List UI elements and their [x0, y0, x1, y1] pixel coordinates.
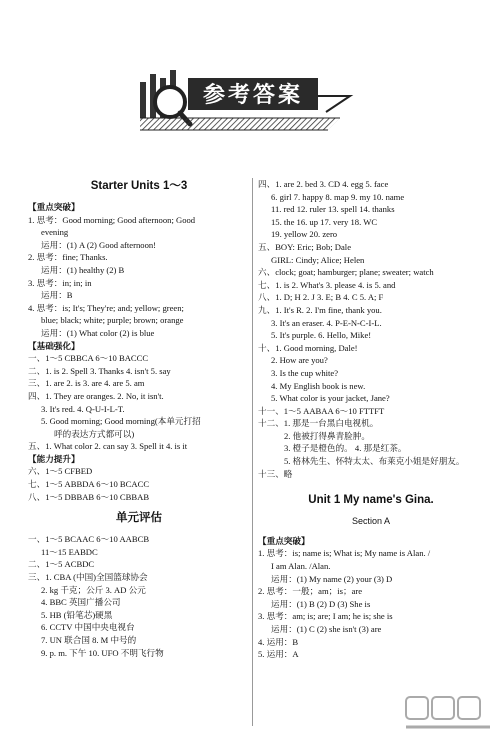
answer-line: 5. What color is your jacket, Jane? [271, 393, 390, 404]
answer-line: 4. 思考：is; It's; They're; and; yellow; green; [28, 302, 184, 313]
answer-line: I am Alan. /Alan. [271, 561, 331, 572]
spacer [28, 526, 250, 533]
category-label: 【重点突破】 [28, 202, 80, 212]
banner-ribbon [140, 118, 340, 130]
answer-line: 一、1～5 CBBCA 6～10 BACCC [28, 353, 149, 364]
answer-line: 运用：(1) C (2) she isn't (3) are [271, 624, 382, 634]
answer-line: 七、1～5 ABBDA 6～10 BCACC [28, 479, 150, 490]
answer-line: 1. 思考：is; name is; What is; My name is Alan. / [258, 548, 431, 559]
answer-line: 2. 思考：一般；am；is；are [258, 586, 363, 597]
answer-line: 2. 他被打得鼻青脸肿。 [284, 430, 370, 441]
answer-line: GIRL: Cindy; Alice; Helen [271, 254, 365, 265]
answer-line: 十一、1～5 AABAA 6～10 FTTFT [258, 405, 385, 416]
answer-line: 1. 思考：Good morning; Good afternoon; Good [28, 214, 196, 225]
subsection-heading: Section A [351, 516, 391, 527]
answer-line: 五、1. What color 2. can say 3. Spell it 4. is it [28, 441, 188, 452]
answer-line: 2. kg 千克；公斤 3. AD 公元 [41, 584, 146, 595]
column-divider [252, 178, 253, 726]
answer-line: 6. girl 7. happy 8. map 9. my 10. name [271, 191, 405, 202]
answer-line: 3. It's red. 4. Q-U-I-L-T. [41, 403, 125, 414]
answer-line: 2. How are you? [271, 355, 328, 366]
category-label: 【基础强化】 [28, 340, 80, 351]
answer-line: 十二、1. 那是一台黑白电视机。 [258, 418, 379, 429]
spacer [28, 194, 250, 201]
answer-line: 十、1. Good morning, Dale! [258, 342, 358, 353]
answer-line: 2. 思考：fine; Thanks. [28, 252, 108, 263]
spacer [28, 503, 250, 510]
answer-line: 六、clock; goat; hamburger; plane; sweater; watch [258, 267, 434, 278]
answer-line: 三、1. are 2. is 3. are 4. are 5. am [28, 378, 145, 389]
answer-line: 三、1. CBA (中国)全国篮球协会 [28, 572, 148, 583]
answer-line: 二、1～5 ACBDC [28, 559, 95, 570]
answer-line: 运用：(1) B (2) D (3) She is [271, 598, 371, 609]
answer-line: 5. It's purple. 6. Hello, Mike! [271, 330, 372, 341]
answer-line: 九、1. It's R. 2. I'm fine, thank you. [258, 304, 382, 315]
magnifier-chart-icon [140, 70, 190, 124]
answer-line: 运用：(1) My name (2) your (3) D [271, 573, 393, 584]
arrow-icon [318, 96, 350, 112]
answer-line: 五、BOY: Eric; Bob; Dale [258, 241, 352, 252]
answer-line: 3. 思考：in; in; in [28, 277, 92, 288]
answer-line: 八、1. D; H 2. J 3. E; B 4. C 5. A; F [258, 292, 384, 303]
answer-line: 六、1～5 CFBED [28, 466, 93, 477]
right-column [258, 178, 484, 661]
spacer [258, 528, 484, 535]
left-column [28, 178, 250, 659]
answer-line: evening [41, 227, 69, 238]
answer-line: 7. UN 联合国 8. M 中号的 [41, 635, 137, 645]
answer-line: 3. 橙子是橙色的。 4. 那是红茶。 [284, 443, 407, 454]
answer-line: 七、1. is 2. What's 3. please 4. is 5. and [258, 279, 396, 290]
section-heading: 单元评估 [116, 512, 162, 525]
answer-line: 4. BBC 英国广播公司 [41, 597, 121, 608]
banner-title: 参考答案 [202, 83, 304, 108]
answer-line: 11. red 12. ruler 13. spell 14. thanks [271, 204, 395, 215]
answer-line: 3. Is the cup white? [271, 367, 339, 378]
answer-line: 一、1～5 BCAAC 6～10 AABCB [28, 534, 150, 545]
section-heading: Starter Units 1～3 [90, 180, 188, 192]
answer-key-banner [0, 0, 500, 150]
answer-line: 四、1. are 2. bed 3. CD 4. egg 5. face [258, 179, 389, 189]
answer-line: 5. HB (铅笔芯)硬黑 [41, 609, 113, 620]
spacer [258, 508, 484, 515]
answer-line: 3. 思考：am; is; are; I am; he is; she is [258, 611, 393, 622]
answer-line: 5. 格林先生、怀特太太、布莱克小姐是好朋友。 [284, 456, 465, 467]
answer-line: 4. My English book is new. [271, 380, 366, 391]
answer-line: 四、1. They are oranges. 2. No, it isn't. [28, 390, 164, 401]
answer-line: 19. yellow 20. zero [271, 229, 338, 240]
answer-line: 十三、略 [258, 468, 293, 479]
site-watermark-logo [404, 695, 494, 737]
answer-line: 5. 运用：A [258, 649, 299, 660]
category-label: 【重点突破】 [258, 535, 310, 546]
answer-line: 运用：B [41, 290, 73, 301]
answer-line: 运用：(1) A (2) Good afternoon! [41, 239, 157, 250]
answer-line: 运用：(1) healthy (2) B [41, 264, 125, 275]
answer-line: 6. CCTV 中国中央电视台 [41, 622, 135, 633]
category-label: 【能力提升】 [28, 453, 80, 464]
answer-line: 二、1. is 2. Spell 3. Thanks 4. isn't 5. say [28, 365, 171, 376]
answer-line: 3. It's an eraser. 4. P-E-N-C-I-L. [271, 317, 382, 328]
answer-line: 9. p. m. 下午 10. UFO 不明飞行物 [41, 647, 164, 658]
answer-line: 5. Good morning; Good morning(本单元打招 [41, 416, 201, 427]
answer-line: 八、1～5 DBBAB 6～10 CBBAB [28, 491, 150, 502]
answer-line: blue; black; white; purple; brown; orange [41, 315, 184, 326]
answer-line: 呼的表达方式都可以) [54, 428, 135, 439]
section-heading: Unit 1 My name's Gina. [308, 494, 434, 507]
answer-line: 11～15 EABDC [41, 546, 98, 557]
answer-line: 15. the 16. up 17. very 18. WC [271, 216, 378, 227]
answer-line: 运用：(1) What color (2) is blue [41, 327, 155, 338]
answer-line: 4. 运用：B [258, 636, 299, 647]
spacer [258, 480, 484, 492]
